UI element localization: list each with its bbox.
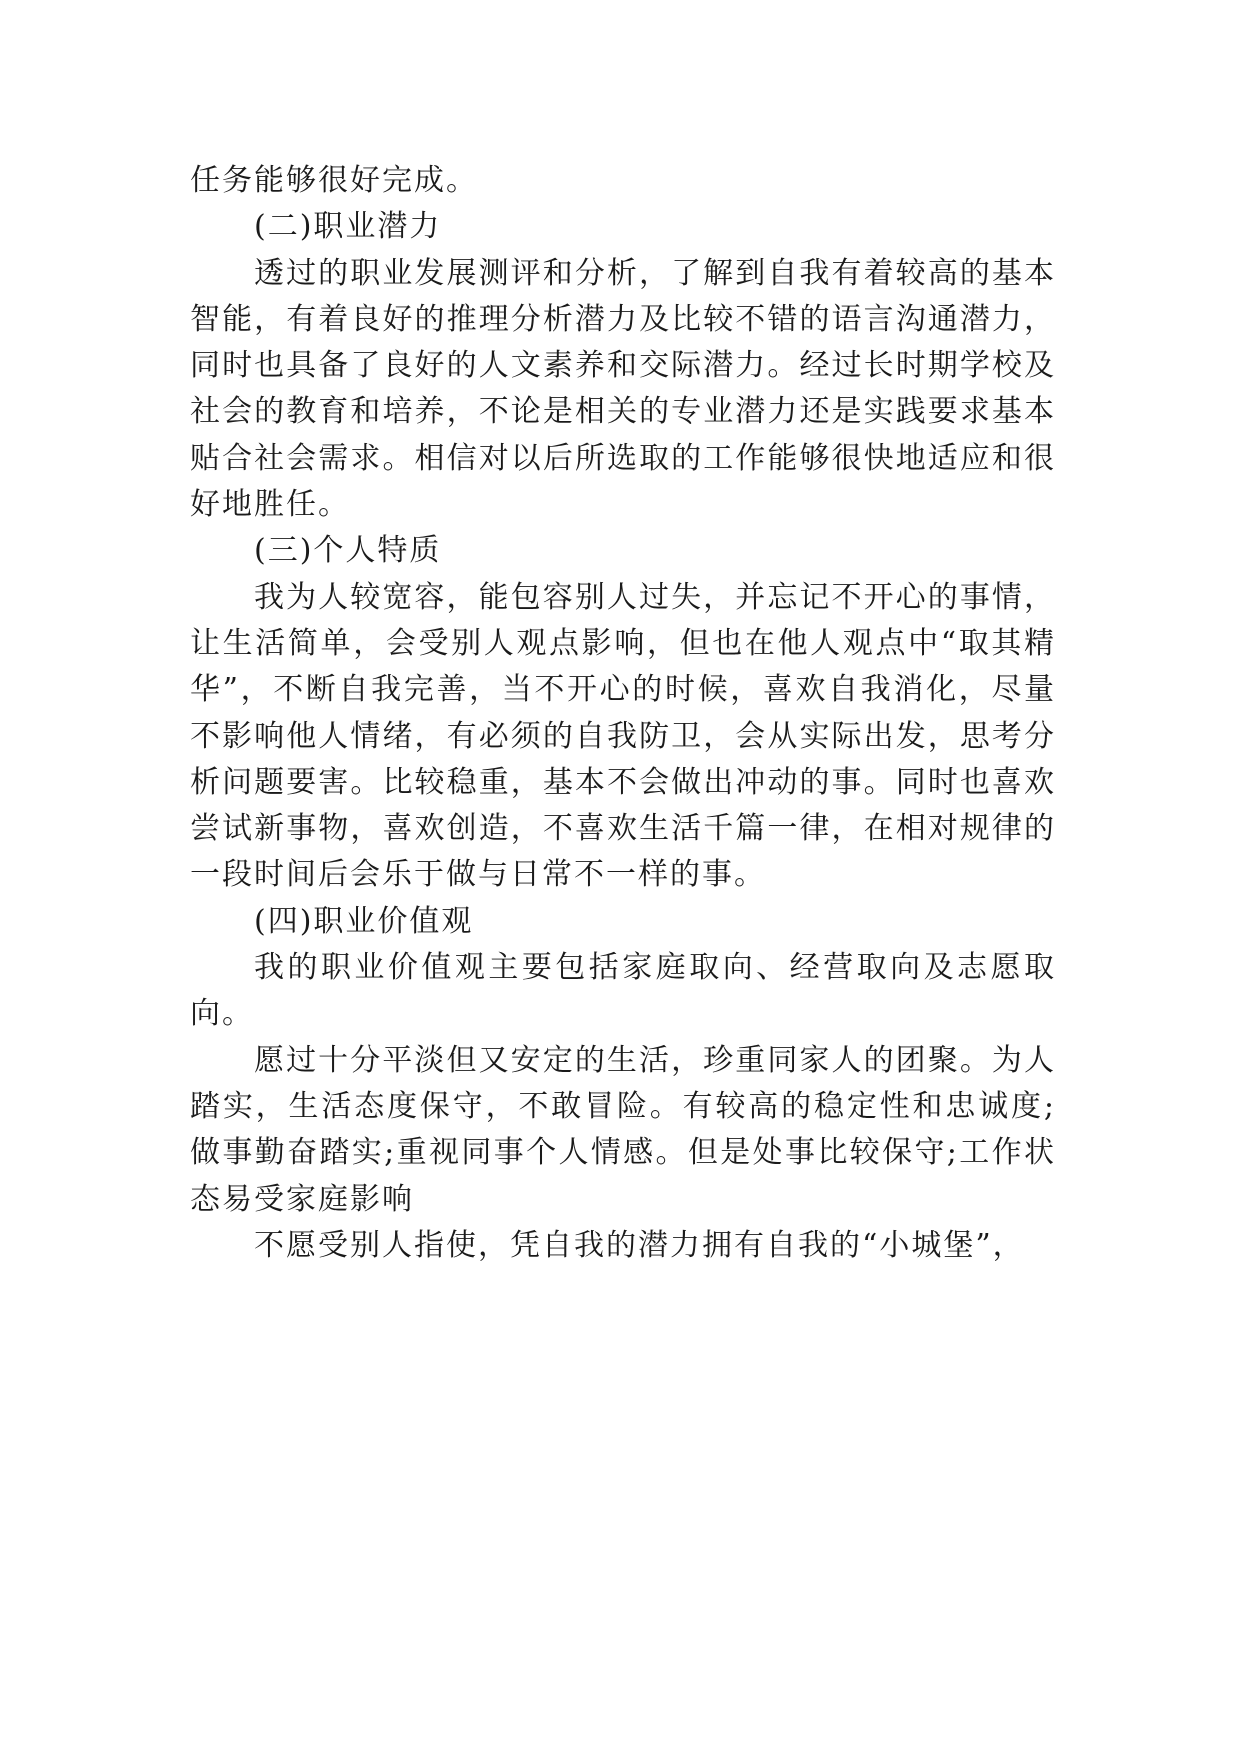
paragraph-independence: 不愿受别人指使，凭自我的潜力拥有自我的“小城堡”， <box>254 1227 1025 1263</box>
document-body <box>190 158 1056 1269</box>
paragraph-family-orientation: 愿过十分平淡但又安定的生活，珍重同家人的团聚。为人踏实，生活态度保守，不敢冒险。有较高的稳定性和忠诚度;做事勤奋踏实;重视同事个人情感。但是处事比较保守;工作状态易受家庭影响 <box>190 1042 1056 1217</box>
section-heading-personal-traits: (三)个人特质 <box>254 533 442 569</box>
paragraph-1: 任务能够很好完成。 <box>190 163 478 198</box>
paragraph-career-values-intro: 我的职业价值观主要包括家庭取向、经营取向及志愿取向。 <box>190 950 1056 1032</box>
section-heading-career-potential: (二)职业潜力 <box>254 209 442 245</box>
section-heading-career-values: (四)职业价值观 <box>254 903 474 939</box>
paragraph-career-potential: 透过的职业发展测评和分析，了解到自我有着较高的基本智能，有着良好的推理分析潜力及比较不错的语言沟通潜力，同时也具备了良好的人文素养和交际潜力。经过长时期学校及社会的教育和培养，不论是相关的专业潜力还是实践要求基本贴合社会需求。相信对以后所选取的工作能够很快地适应和很好地胜任。 <box>190 255 1056 523</box>
paragraph-personal-traits: 我为人较宽容，能包容别人过失，并忘记不开心的事情，让生活简单，会受别人观点影响，但也在他人观点中“取其精华”，不断自我完善，当不开心的时候，喜欢自我消化，尽量不影响他人情绪，有必须的自我防卫，会从实际出发，思考分析问题要害。比较稳重，基本不会做出冲动的事。同时也喜欢尝试新事物，喜欢创造，不喜欢生活千篇一律，在相对规律的一段时间后会乐于做与日常不一样的事。 <box>190 579 1056 893</box>
